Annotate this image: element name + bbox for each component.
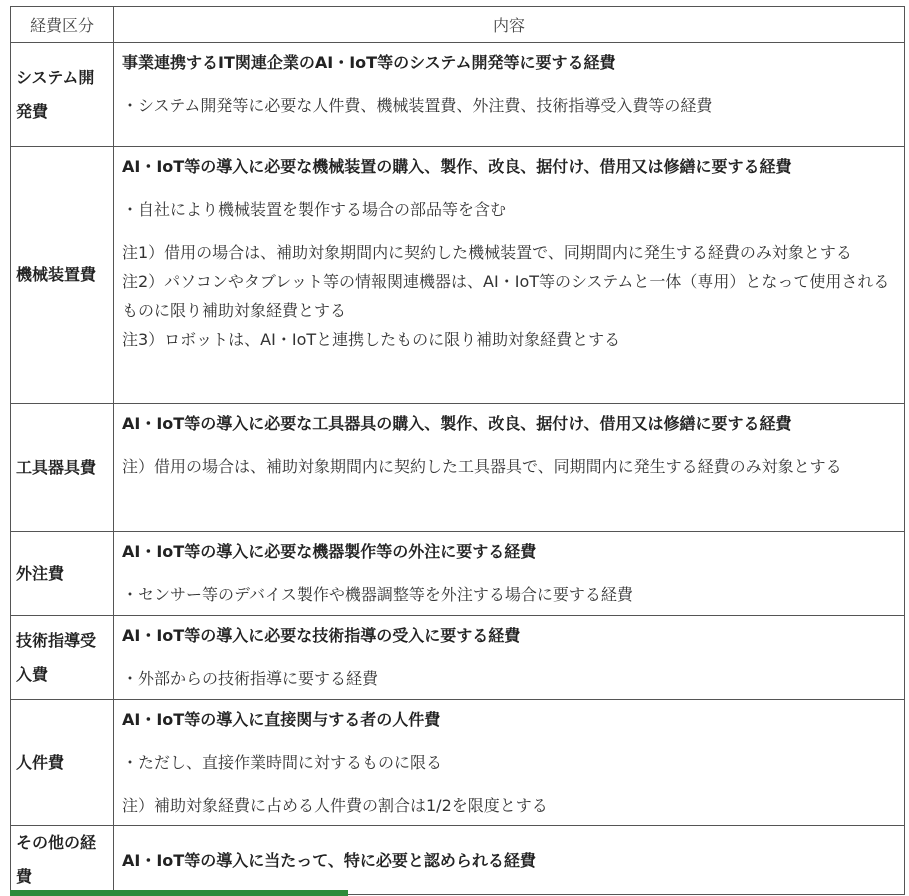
category-cell: 機械装置費 bbox=[11, 147, 114, 404]
expense-table-container bbox=[10, 6, 904, 895]
category-cell: 工具器具費 bbox=[11, 404, 114, 532]
category-cell: 外注費 bbox=[11, 532, 114, 616]
content-bullet: ・センサー等のデバイス製作や機器調整等を外注する場合に要する経費 bbox=[122, 585, 633, 604]
content-note: 注）借用の場合は、補助対象期間内に契約した工具器具で、同期間内に発生する経費のみ対象とする bbox=[122, 457, 842, 476]
table-header-row bbox=[11, 7, 905, 43]
content-cell bbox=[114, 43, 905, 147]
category-cell: 技術指導受入費 bbox=[11, 616, 114, 700]
content-heading: AI・IoT等の導入に必要な工具器具の購入、製作、改良、据付け、借用又は修繕に要する経費 bbox=[122, 414, 792, 433]
content-cell bbox=[114, 826, 905, 895]
content-cell bbox=[114, 700, 905, 826]
content-note: 注）補助対象経費に占める人件費の割合は1/2を限度とする bbox=[122, 796, 548, 815]
header-category: 経費区分 bbox=[11, 7, 114, 43]
content-heading: AI・IoT等の導入に必要な技術指導の受入に要する経費 bbox=[122, 626, 521, 645]
content-heading: AI・IoT等の導入に必要な機械装置の購入、製作、改良、据付け、借用又は修繕に要する経費 bbox=[122, 157, 792, 176]
content-cell bbox=[114, 147, 905, 404]
table-row bbox=[11, 616, 905, 700]
content-heading: AI・IoT等の導入に直接関与する者の人件費 bbox=[122, 710, 441, 729]
category-cell: 人件費 bbox=[11, 700, 114, 826]
category-cell: システム開発費 bbox=[11, 43, 114, 147]
content-note: 注1）借用の場合は、補助対象期間内に契約した機械装置で、同期間内に発生する経費のみ対象とする bbox=[122, 243, 852, 262]
table-row bbox=[11, 404, 905, 532]
content-heading: AI・IoT等の導入に必要な機器製作等の外注に要する経費 bbox=[122, 542, 537, 561]
content-bullet: ・システム開発等に必要な人件費、機械装置費、外注費、技術指導受入費等の経費 bbox=[122, 96, 713, 115]
content-bullet: ・ただし、直接作業時間に対するものに限る bbox=[122, 753, 443, 772]
table-row bbox=[11, 43, 905, 147]
content-note: 注2）パソコンやタブレット等の情報関連機器は、AI・IoT等のシステムと一体（専用）となって使用されるものに限り補助対象経費とする bbox=[122, 272, 890, 320]
content-heading: 事業連携するIT関連企業のAI・IoT等のシステム開発等に要する経費 bbox=[122, 53, 616, 72]
content-bullet: ・外部からの技術指導に要する経費 bbox=[122, 669, 379, 688]
category-cell: その他の経費 bbox=[11, 826, 114, 895]
table-row bbox=[11, 147, 905, 404]
content-heading: AI・IoT等の導入に当たって、特に必要と認められる経費 bbox=[122, 850, 536, 870]
content-cell bbox=[114, 616, 905, 700]
content-cell bbox=[114, 404, 905, 532]
content-note: 注3）ロボットは、AI・IoTと連携したものに限り補助対象経費とする bbox=[122, 330, 621, 349]
table-row bbox=[11, 826, 905, 895]
accent-bar bbox=[10, 890, 348, 896]
content-cell bbox=[114, 532, 905, 616]
table-row bbox=[11, 700, 905, 826]
expense-table bbox=[10, 6, 905, 895]
table-row bbox=[11, 532, 905, 616]
header-content: 内容 bbox=[114, 7, 905, 43]
content-bullet: ・自社により機械装置を製作する場合の部品等を含む bbox=[122, 200, 507, 219]
